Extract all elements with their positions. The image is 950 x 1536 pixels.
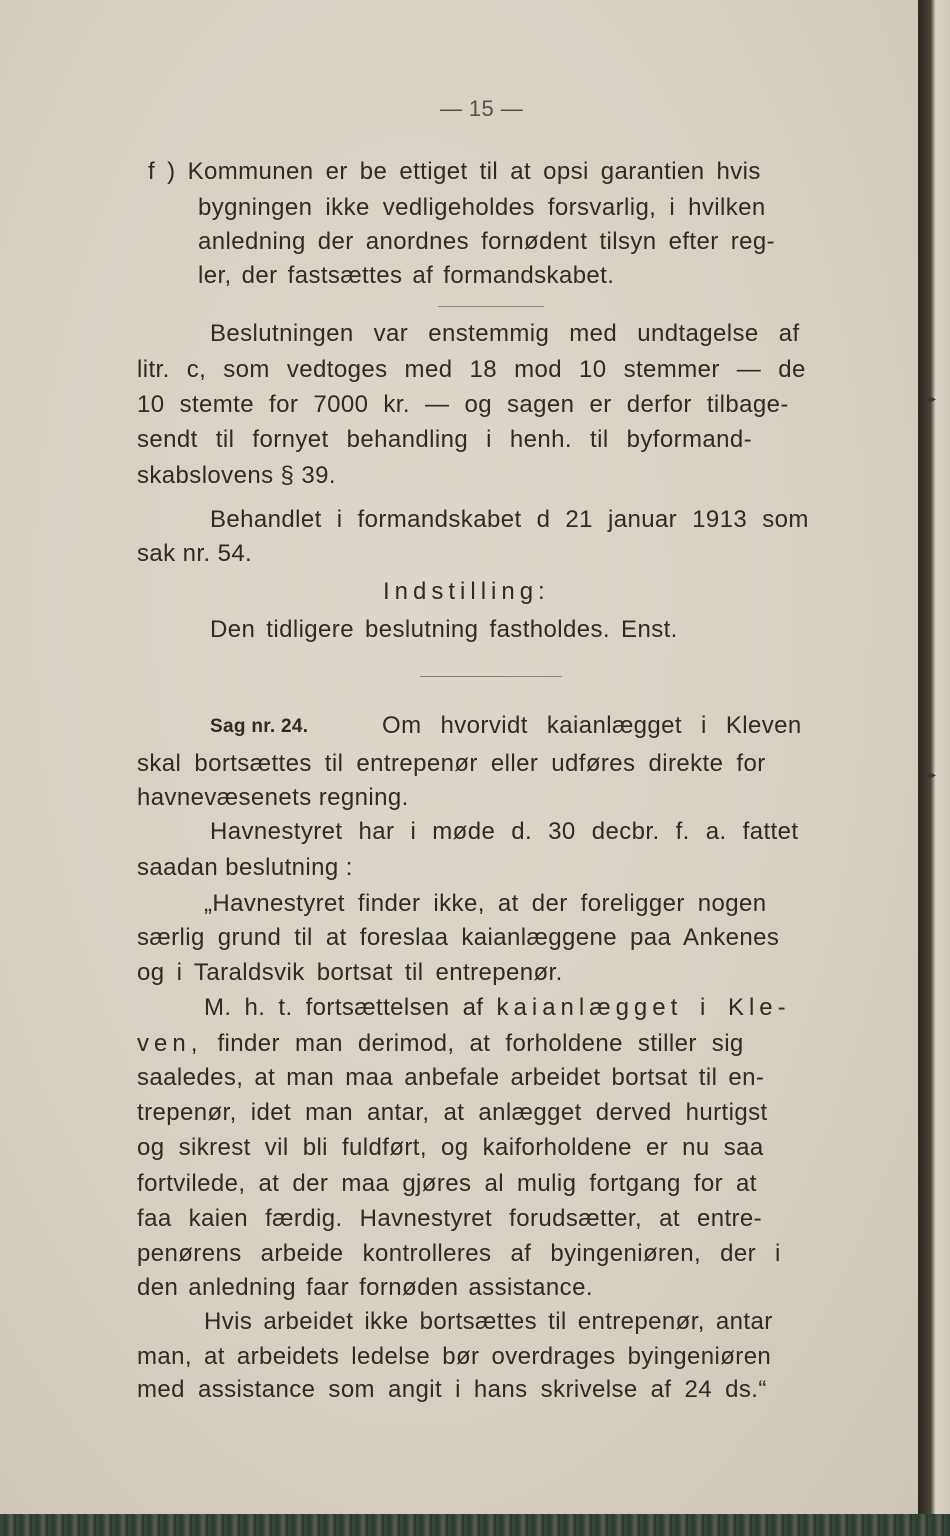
case-text-line-1: Om hvorvidt kaianlægget i Kleven (382, 712, 802, 739)
book-bottom-edge (0, 1514, 950, 1536)
decision-line-5: skabslovens § 39. (137, 462, 336, 489)
quote-2-line-7: faa kaien færdig. Havnestyret forudsætter, at entre- (137, 1205, 763, 1232)
handled-line-2: sak nr. 54. (137, 540, 253, 567)
decision-line-1: Beslutningen var enstemmig med undtagelse af (210, 320, 800, 347)
decision-line-2: litr. c, som vedtoges med 18 mod 10 stemmer — de (137, 356, 806, 383)
quote-2-spaced-term: kaianlægget i Kle- (496, 994, 791, 1021)
paragraph-f-line-4: ler, der fastsættes af formandskabet. (198, 262, 615, 289)
paragraph-f-line-1: f ) Kommunen er be ettiget til at opsi garantien hvis (148, 158, 761, 185)
harbor-board-line-2: saadan beslutning : (137, 854, 353, 881)
decision-line-3: 10 stemte for 7000 kr. — og sagen er derfor tilbage- (137, 391, 789, 418)
paragraph-f-line-2: bygningen ikke vedligeholdes forsvarlig, i hvilken (198, 194, 766, 221)
quote-2-line-1 (204, 994, 791, 1022)
case-text-line-3: havnevæsenets regning. (137, 784, 409, 811)
margin-mark: ▸▸ (924, 390, 935, 406)
divider-rule (438, 306, 544, 307)
recommendation-heading: Indstilling: (383, 578, 550, 605)
quote-2-spaced-cont: ven, (137, 1030, 203, 1057)
quote-3-line-1: Hvis arbeidet ikke bortsættes til entrepenør, antar (204, 1308, 773, 1335)
divider-rule (420, 676, 562, 677)
handled-line-1: Behandlet i formandskabet d 21 januar 1913 som (210, 506, 809, 533)
quote-2-line-6: fortvilede, at der maa gjøres al mulig fortgang for at (137, 1170, 757, 1197)
decision-line-4: sendt til fornyet behandling i henh. til byformand- (137, 426, 753, 453)
margin-mark: ▸▸ (924, 766, 935, 782)
quote-1-line-1: „Havnestyret finder ikke, at der foreligger nogen (204, 890, 767, 917)
harbor-board-line-1: Havnestyret har i møde d. 30 decbr. f. a. fattet (210, 818, 799, 845)
quote-2-line-5: og sikrest vil bli fuldført, og kaiforholdene er nu saa (137, 1134, 764, 1161)
quote-2-line-2 (137, 1030, 744, 1058)
quote-2-prefix: M. h. t. fortsættelsen af (204, 994, 484, 1021)
quote-3-line-2: man, at arbeidets ledelse bør overdrages byingeniøren (137, 1343, 772, 1370)
page-number: — 15 — (440, 96, 524, 121)
quote-2-line-3: saaledes, at man maa anbefale arbeidet bortsat til en- (137, 1064, 765, 1091)
paragraph-f-line-3: anledning der anordnes fornødent tilsyn efter reg- (198, 228, 775, 255)
quote-2-line-9: den anledning faar fornøden assistance. (137, 1274, 593, 1301)
recommendation-text: Den tidligere beslutning fastholdes. Enst. (210, 616, 678, 643)
quote-1-line-2: særlig grund til at foreslaa kaianlæggene paa Ankenes (137, 924, 780, 951)
quote-3-line-3: med assistance som angit i hans skrivelse af 24 ds.“ (137, 1376, 767, 1403)
quote-2-line-2-rest: finder man derimod, at forholdene stiller sig (202, 1030, 744, 1057)
quote-2-line-4: trepenør, idet man antar, at anlægget derved hurtigst (137, 1099, 768, 1126)
quote-1-line-3: og i Taraldsvik bortsat til entrepenør. (137, 959, 563, 986)
quote-2-line-8: penørens arbeide kontrolleres af byingeniøren, der i (137, 1240, 781, 1267)
case-label: Sag nr. 24. (210, 716, 309, 737)
case-text-line-2: skal bortsættes til entrepenør eller udføres direkte for (137, 750, 766, 777)
